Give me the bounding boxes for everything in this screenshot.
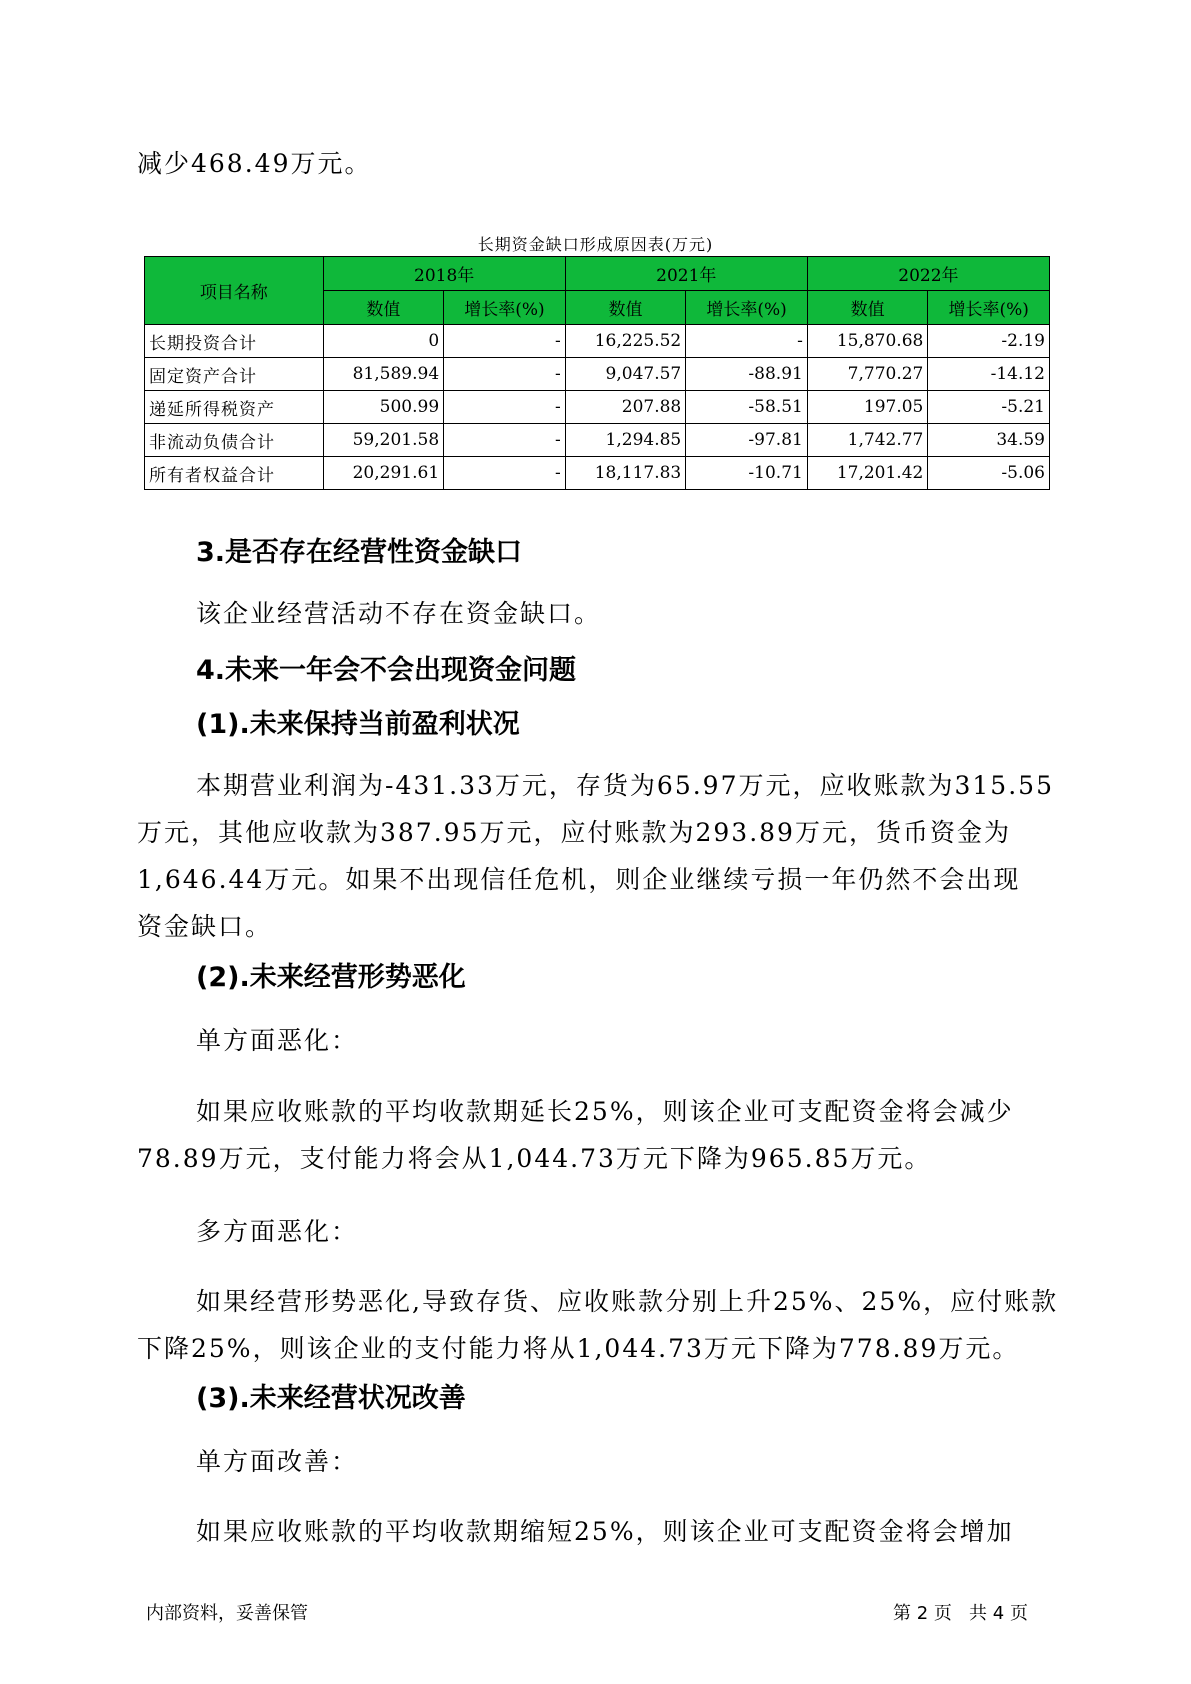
subsection-heading: (3).未来经营状况改善 (196, 1383, 466, 1414)
confidential-footer: 内部资料，妥善保管 (146, 1603, 308, 1624)
table-caption: 长期资金缺口形成原因表(万元) (477, 235, 714, 254)
row-name: 所有者权益合计 (145, 457, 324, 490)
cell-growth-rate: - (444, 424, 566, 457)
cell-growth-rate: -5.06 (928, 457, 1050, 490)
cell-growth-rate: -88.91 (686, 358, 808, 391)
cell-growth-rate: - (686, 325, 808, 358)
cell-value: 1,294.85 (565, 424, 686, 457)
value-header: 数值 (565, 291, 686, 325)
row-name: 固定资产合计 (145, 358, 324, 391)
cell-value: 207.88 (565, 391, 686, 424)
row-name: 递延所得税资产 (145, 391, 324, 424)
paragraph-line: 多方面恶化： (196, 1217, 359, 1246)
section-heading: 3.是否存在经营性资金缺口 (196, 537, 523, 568)
cell-growth-rate: - (444, 358, 566, 391)
cell-growth-rate: -58.51 (686, 391, 808, 424)
year-header: 2021年 (565, 257, 807, 291)
paragraph-line: 该企业经营活动不存在资金缺口。 (196, 599, 602, 628)
subsection-heading: (1).未来保持当前盈利状况 (196, 709, 520, 740)
cell-value: 197.05 (807, 391, 928, 424)
page-number: 第 2 页 共 4 页 (893, 1603, 1028, 1624)
paragraph-line: 如果应收账款的平均收款期延长25%，则该企业可支配资金将会减少 (196, 1097, 1014, 1126)
cell-value: 15,870.68 (807, 325, 928, 358)
table-row (145, 424, 1050, 457)
cell-growth-rate: - (444, 457, 566, 490)
paragraph-line: 单方面改善： (196, 1447, 359, 1476)
table-row (145, 391, 1050, 424)
cell-value: 16,225.52 (565, 325, 686, 358)
section-heading: 4.未来一年会不会出现资金问题 (196, 655, 577, 686)
cell-value: 20,291.61 (323, 457, 444, 490)
paragraph-line: 资金缺口。 (137, 912, 273, 941)
cell-value: 7,770.27 (807, 358, 928, 391)
cell-value: 17,201.42 (807, 457, 928, 490)
cell-growth-rate: -97.81 (686, 424, 808, 457)
table-row (145, 358, 1050, 391)
cell-value: 9,047.57 (565, 358, 686, 391)
cell-value: 18,117.83 (565, 457, 686, 490)
growth-rate-header: 增长率(%) (444, 291, 566, 325)
item-name-header: 项目名称 (145, 257, 324, 325)
paragraph-line: 1,646.44万元。如果不出现信任危机，则企业继续亏损一年仍然不会出现 (137, 865, 1021, 894)
row-name: 非流动负债合计 (145, 424, 324, 457)
paragraph-line: 单方面恶化： (196, 1026, 359, 1055)
cell-growth-rate: -5.21 (928, 391, 1050, 424)
year-header: 2018年 (323, 257, 565, 291)
cell-value: 1,742.77 (807, 424, 928, 457)
paragraph-line: 78.89万元，支付能力将会从1,044.73万元下降为965.85万元。 (137, 1144, 932, 1173)
cell-value: 81,589.94 (323, 358, 444, 391)
table-row (145, 325, 1050, 358)
cell-growth-rate: -2.19 (928, 325, 1050, 358)
long-term-funding-gap-table (144, 256, 1050, 490)
value-header: 数值 (323, 291, 444, 325)
paragraph-line: 如果应收账款的平均收款期缩短25%，则该企业可支配资金将会增加 (196, 1517, 1014, 1546)
paragraph-line: 本期营业利润为-431.33万元，存货为65.97万元，应收账款为315.55 (196, 771, 1054, 800)
growth-rate-header: 增长率(%) (686, 291, 808, 325)
row-name: 长期投资合计 (145, 325, 324, 358)
subsection-heading: (2).未来经营形势恶化 (196, 962, 466, 993)
growth-rate-header: 增长率(%) (928, 291, 1050, 325)
cell-value: 0 (323, 325, 444, 358)
cell-value: 500.99 (323, 391, 444, 424)
cell-growth-rate: 34.59 (928, 424, 1050, 457)
cell-growth-rate: - (444, 391, 566, 424)
paragraph-line: 万元，其他应收款为387.95万元，应付账款为293.89万元，货币资金为 (137, 818, 1011, 847)
table-row (145, 457, 1050, 490)
value-header: 数值 (807, 291, 928, 325)
cell-growth-rate: -14.12 (928, 358, 1050, 391)
cell-growth-rate: - (444, 325, 566, 358)
paragraph-line: 减少468.49万元。 (137, 149, 372, 178)
paragraph-line: 如果经营形势恶化,导致存货、应收账款分别上升25%、25%，应付账款 (196, 1287, 1059, 1316)
cell-value: 59,201.58 (323, 424, 444, 457)
paragraph-line: 下降25%，则该企业的支付能力将从1,044.73万元下降为778.89万元。 (137, 1334, 1020, 1363)
cell-growth-rate: -10.71 (686, 457, 808, 490)
year-header: 2022年 (807, 257, 1049, 291)
